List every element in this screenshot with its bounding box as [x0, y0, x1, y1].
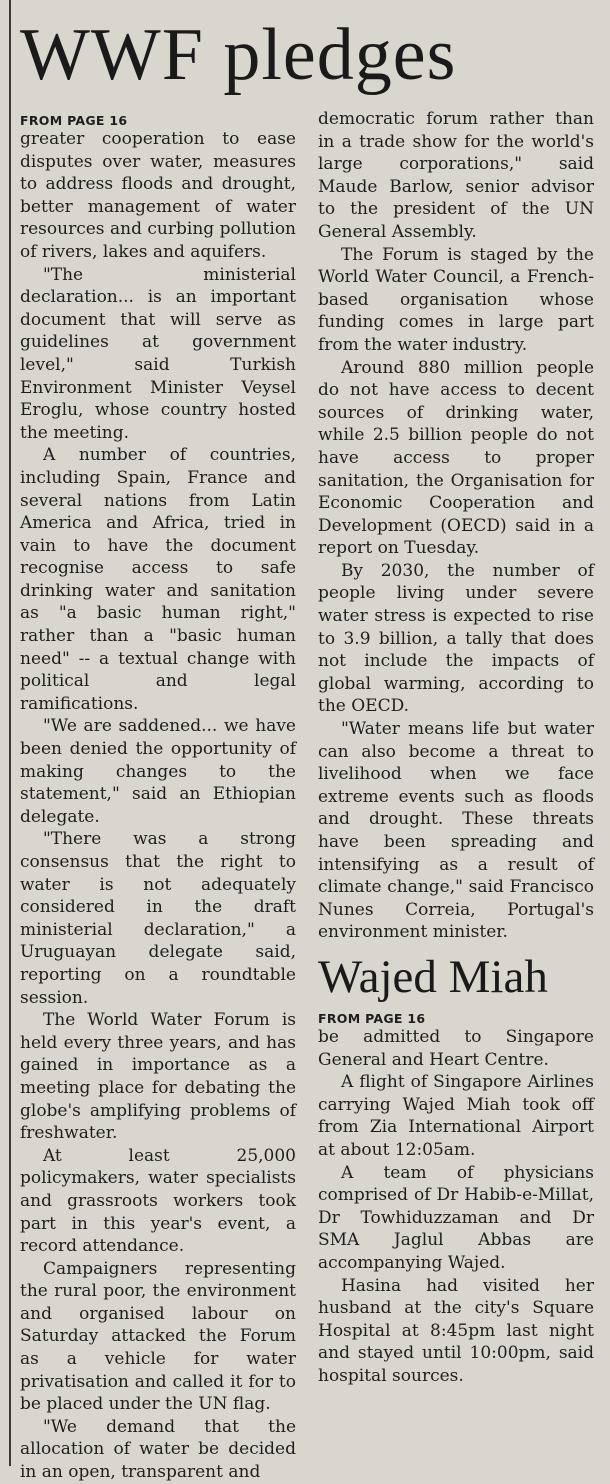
article-paragraph: democratic forum rather than in a trade show for the world's large corporations," said Maude Barlow, senior advisor to the president of the UN General Assembly.: [318, 109, 594, 242]
article-paragraph: A number of countries, including Spain, France and several nations from Latin America and Africa, tried in vain to have the document recognise access to safe drinking water and sanitation as "a basic human right," rather than a "basic human need" -- a textual change with political and legal ramifications.: [20, 445, 296, 714]
article-paragraph: A team of physicians comprised of Dr Habib-e-Millat, Dr Towhiduzzaman and Dr SMA Jaglul Abbas are accompanying Wajed.: [318, 1162, 594, 1273]
article-paragraph: greater cooperation to ease disputes over water, measures to address floods and drought, better management of water resources and curbing pollution of rivers, lakes and aquifers.: [20, 129, 296, 262]
headline-wwf-pledges: WWF pledges: [20, 14, 457, 96]
article-paragraph: Campaigners representing the rural poor, the environment and organised labour on Saturday attacked the Forum as a vehicle for water privatisation and called it for to be placed under the UN flag.: [20, 1258, 296, 1415]
article-paragraph: be admitted to Singapore General and Heart Centre.: [318, 1026, 594, 1070]
article-paragraph: Hasina had visited her husband at the city's Square Hospital at 8:45pm last night and stayed until 10:00pm, said hospital sources.: [318, 1275, 594, 1386]
article-paragraph: "We demand that the allocation of water be decided in an open, transparent and: [20, 1416, 296, 1483]
article-paragraph: The World Water Forum is held every three years, and has gained in importance as a meeting place for debating the globe's amplifying problems of freshwater.: [20, 1010, 296, 1144]
article-paragraph: "There was a strong consensus that the right to water is not adequately considered in the draft ministerial declaration," a Uruguayan delegate said, reporting on a roundtable session.: [20, 829, 296, 1008]
article-paragraph: "The ministerial declaration... is an important document that will serve as guidelines at government level," said Turkish Environment Minister Veysel Eroglu, whose country hosted the meeting.: [20, 264, 296, 443]
headline-wajed-miah: Wajed Miah: [318, 950, 548, 1003]
article-paragraph: "Water means life but water can also become a threat to livelihood when we face extreme events such as floods and drought. These threats have been spreading and intensifying as a result of climate change," said Francisco Nunes Correia, Portugal's environment minister.: [318, 719, 594, 943]
from-page-label: FROM PAGE 16: [20, 113, 128, 128]
article-wwf-column-1: [20, 108, 296, 1484]
article-wwf-column-2: [318, 108, 594, 1387]
article-paragraph: Around 880 million people do not have access to decent sources of drinking water, while 2.5 billion people do not have access to proper sanitation, the Organisation for Economic Cooperation and Development (OECD) said in a report on Tuesday.: [318, 357, 594, 559]
from-page-label: FROM PAGE 16: [318, 1010, 426, 1026]
article-paragraph: A flight of Singapore Airlines carrying Wajed Miah took off from Zia International Airport at about 12:05am.: [318, 1072, 594, 1160]
article-paragraph: "We are saddened... we have been denied the opportunity of making changes to the statement," said an Ethiopian delegate.: [20, 716, 296, 827]
article-paragraph: The Forum is staged by the World Water Council, a French-based organisation whose funding comes in large part from the water industry.: [318, 244, 594, 355]
article-paragraph: By 2030, the number of people living under severe water stress is expected to rise to 3.9 billion, a tally that does not include the impacts of global warming, according to the OECD.: [318, 560, 594, 717]
article-paragraph: At least 25,000 policymakers, water specialists and grassroots workers took part in this year's event, a record attendance.: [20, 1145, 296, 1257]
column-rule: [9, 0, 11, 1466]
